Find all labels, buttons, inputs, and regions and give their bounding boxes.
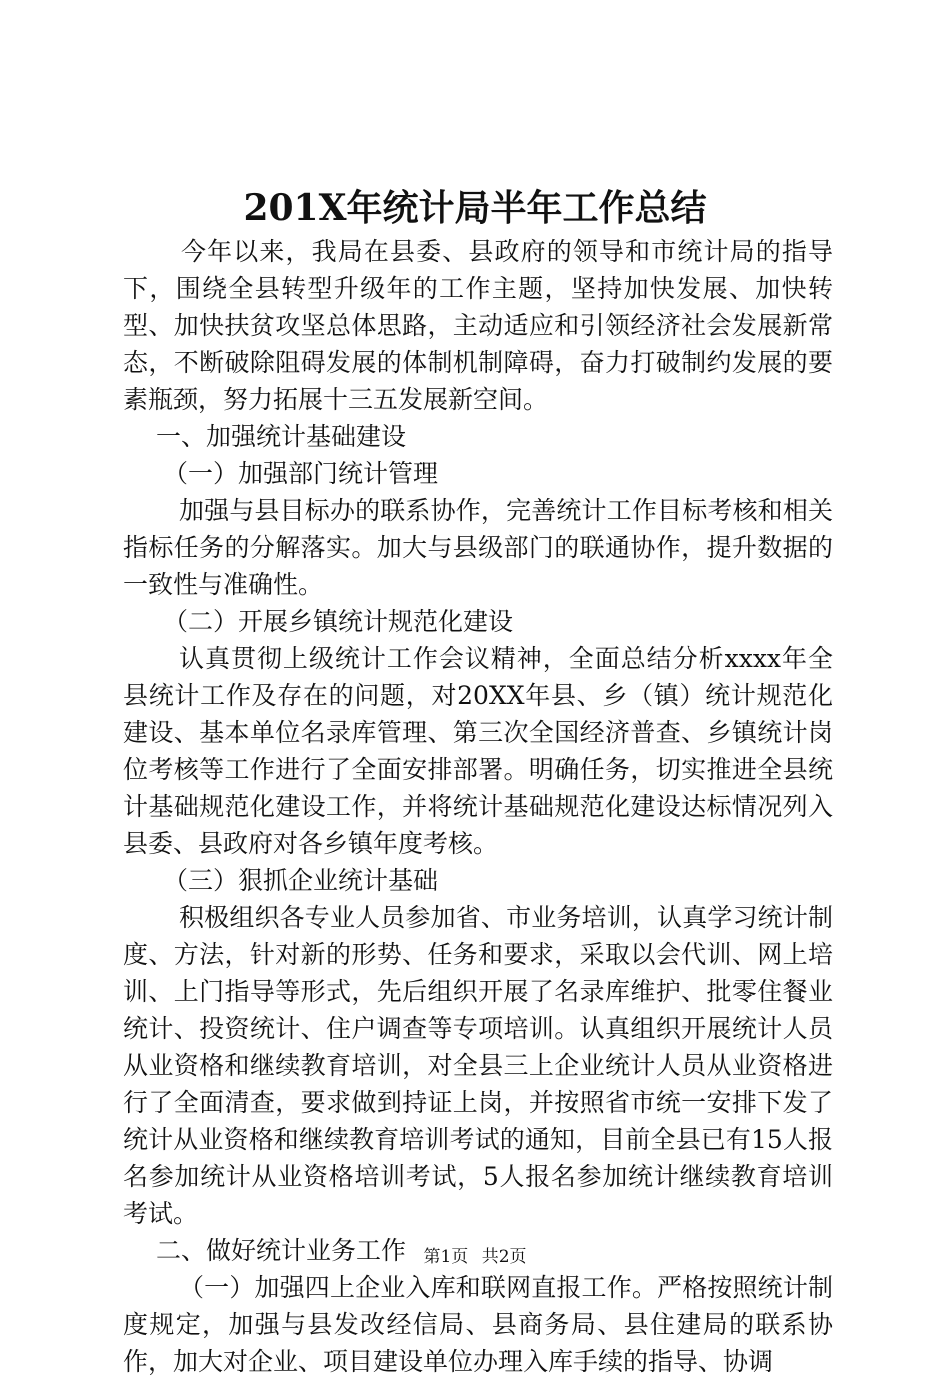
page-footer [0, 1245, 950, 1269]
document-body [123, 233, 833, 1380]
page-number: 第1页 [423, 1247, 469, 1267]
paragraph-2-1: （一）加强四上企业入库和联网直报工作。严格按照统计制度规定，加强与县发改经信局、县商务局、县住建局的联系协作，加大对企业、项目建设单位办理入库手续的指导、协调 [123, 1273, 833, 1376]
document-title: 201X年统计局半年工作总结 [243, 187, 707, 229]
subsection-heading-1-3: （三）狠抓企业统计基础 [163, 866, 439, 895]
paragraph-1-1: 加强与县目标办的联系协作，完善统计工作目标考核和相关指标任务的分解落实。加大与县级部门的联通协作，提升数据的一致性与准确性。 [123, 496, 833, 599]
paragraph-1-2: 认真贯彻上级统计工作会议精神，全面总结分析xxxx年全县统计工作及存在的问题，对20XX年县、乡（镇）统计规范化建设、基本单位名录库管理、第三次全国经济普查、乡镇统计岗位考核等工作进行了全面安排部署。明确任务，切实推进全县统计基础规范化建设工作，并将统计基础规范化建设达标情况列入县委、县政府对各乡镇年度考核。 [123, 644, 833, 858]
subsection-heading-1-2: （二）开展乡镇统计规范化建设 [163, 607, 514, 636]
section-heading-1: 一、加强统计基础建设 [156, 422, 407, 451]
page-total: 共2页 [481, 1247, 527, 1267]
section-heading-2: 二、做好统计业务工作 [156, 1236, 407, 1265]
subsection-heading-1-1: （一）加强部门统计管理 [163, 459, 439, 488]
paragraph-1-3: 积极组织各专业人员参加省、市业务培训，认真学习统计制度、方法，针对新的形势、任务和要求，采取以会代训、网上培训、上门指导等形式，先后组织开展了名录库维护、批零住餐业统计、投资统计、住户调查等专项培训。认真组织开展统计人员从业资格和继续教育培训，对全县三上企业统计人员从业资格进行了全面清查，要求做到持证上岗，并按照省市统一安排下发了统计从业资格和继续教育培训考试的通知，目前全县已有15人报名参加统计从业资格培训考试，5人报名参加统计继续教育培训考试。 [123, 903, 833, 1228]
intro-paragraph: 今年以来，我局在县委、县政府的领导和市统计局的指导下，围绕全县转型升级年的工作主题，坚持加快发展、加快转型、加快扶贫攻坚总体思路，主动适应和引领经济社会发展新常态，不断破除阻碍发展的体制机制障碍，奋力打破制约发展的要素瓶颈，努力拓展十三五发展新空间。 [123, 237, 833, 414]
